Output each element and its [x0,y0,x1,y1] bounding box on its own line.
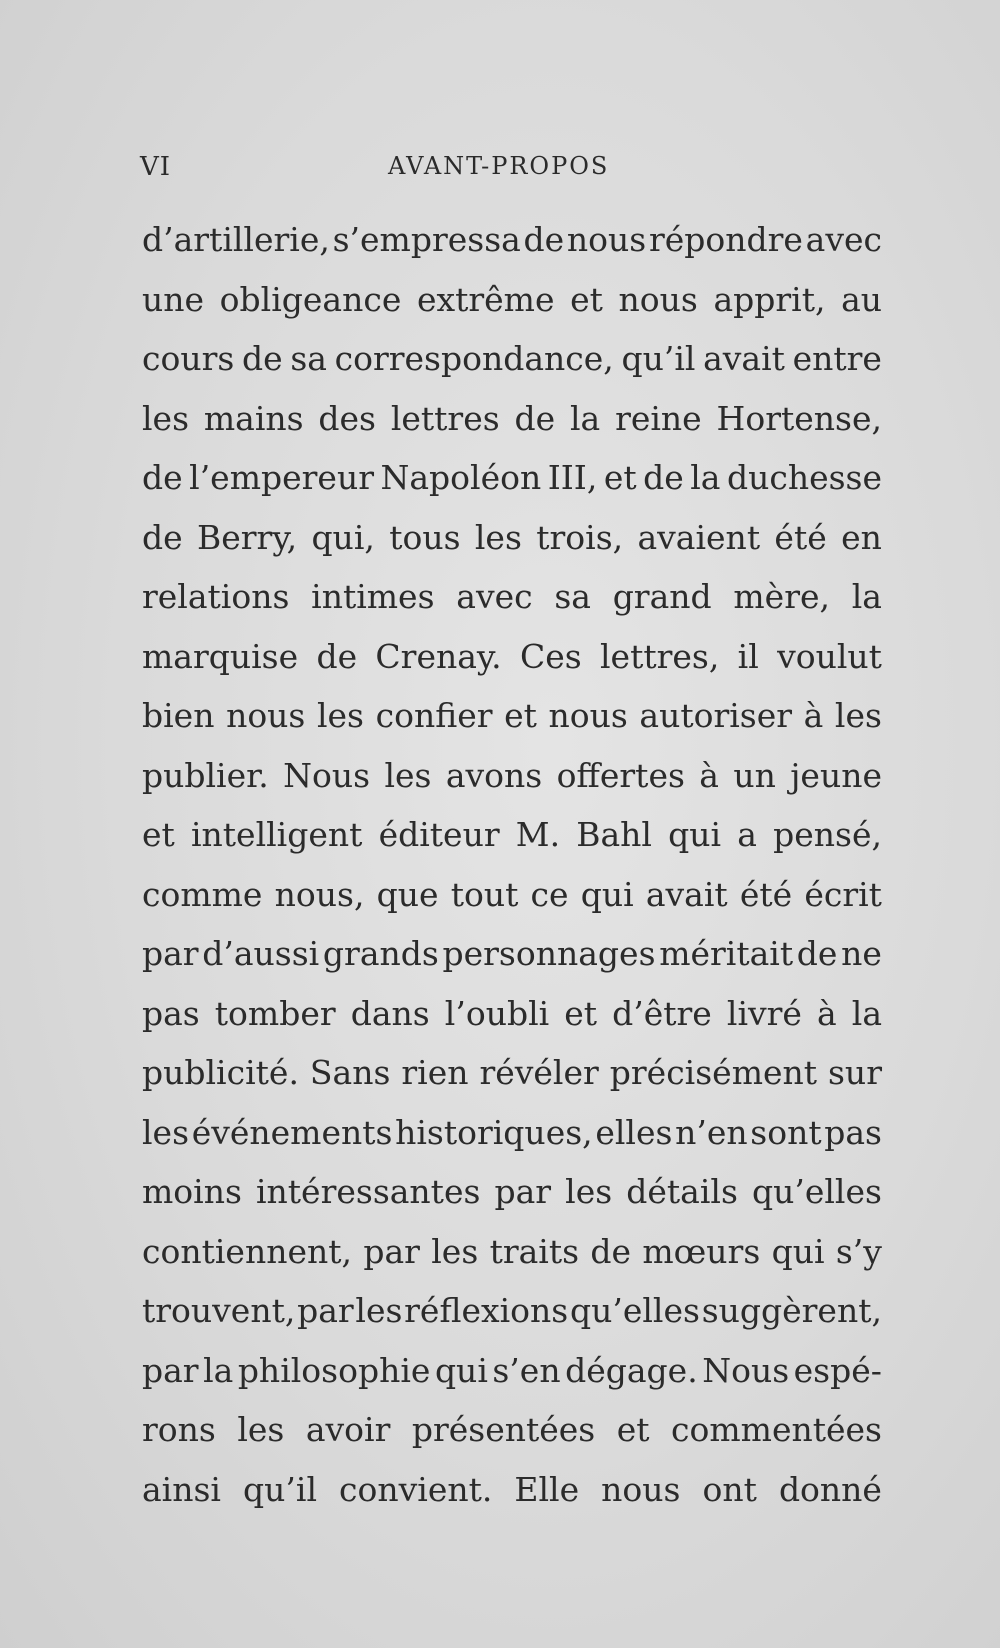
word: intimes [311,577,435,616]
word: correspondance, [334,339,614,378]
word: et [616,1410,650,1449]
word: nous [226,696,306,735]
word: publicité. [142,1053,299,1092]
word: autoriser [639,696,793,735]
word: grands [322,934,439,973]
text-line [142,924,882,984]
word: détails [626,1172,738,1211]
word: par [363,1231,420,1271]
word: méritait [659,934,794,973]
text-line [142,210,882,270]
word: qui [434,1350,488,1390]
word: tomber [214,993,336,1033]
word: les [431,1231,479,1271]
word: relations [142,577,290,616]
word: qu’il [243,1469,317,1509]
word: publier. [142,755,269,795]
word: a [737,815,757,854]
word: à [817,993,837,1033]
word: écrit [804,874,882,914]
word: ont [702,1469,757,1509]
word: présentées [411,1410,596,1449]
word: et [504,696,537,735]
word: trois, [536,517,624,557]
text-line [142,1103,882,1163]
word: mère, [733,577,830,616]
word: un [733,755,776,795]
word: marquise [142,636,299,676]
word: l’empereur [189,458,374,497]
word: duchesse [726,458,882,497]
word: philosophie [237,1350,431,1390]
word: nous [548,696,628,735]
word: de [796,934,838,973]
word: été [774,517,827,557]
word: sur [828,1053,882,1092]
word: les [474,517,522,557]
word: et [603,458,637,497]
word: dégage. [565,1350,698,1390]
word: les [565,1172,613,1211]
page-number: VI [140,152,172,182]
word: avons [445,755,543,795]
text-line [142,270,882,330]
word: mœurs [642,1231,761,1271]
text-line [142,1460,882,1520]
word: Bahl [576,815,652,854]
text-line [142,508,882,568]
word: reine [615,398,702,438]
word: précisément [609,1053,818,1092]
word: nous [566,220,647,259]
word: commentées [671,1410,882,1449]
word: avec [805,220,882,259]
word: avait [703,339,785,378]
word: par [142,934,199,973]
word: rons [142,1410,216,1449]
word: par [494,1172,552,1211]
text-line [142,389,882,449]
word: obligeance [219,279,402,319]
word: réflexions [404,1291,569,1330]
word: Nous [702,1350,790,1390]
word: suggèrent, [701,1291,882,1330]
word: avec [456,577,533,616]
word: pas [142,993,200,1033]
word: qu’elles [751,1172,882,1211]
word: bien [142,696,215,735]
word: d’aussi [202,934,320,973]
word: en [841,517,882,557]
word: apprit, [713,279,826,319]
word: cours [142,339,235,378]
word: sont [750,1112,822,1152]
word: révéler [479,1053,599,1092]
word: les [142,1112,190,1152]
word: avait [645,874,728,914]
word: espé- [793,1350,882,1390]
word: s’y [835,1231,882,1271]
word: la [570,398,601,438]
word: la [203,1350,234,1390]
word: voulut [777,636,882,676]
text-line [142,746,882,806]
word: qu’il [621,339,696,378]
word: de [316,636,358,676]
text-line [142,448,882,508]
word: moins [142,1172,242,1211]
word: les [834,696,882,735]
word: de [514,398,556,438]
word: extrême [416,279,555,319]
word: répondre [648,220,803,259]
word: qui, [311,517,375,557]
text-line [142,805,882,865]
word: de [523,220,565,259]
text-line [142,329,882,389]
word: de [242,339,283,378]
text-line [142,627,882,687]
word: les [142,398,190,438]
word: grand [612,577,712,616]
word: des [318,398,376,438]
word: qui [771,1231,825,1271]
running-title: AVANT-PROPOS [388,152,610,180]
word: par [142,1350,199,1390]
word: donné [778,1469,882,1509]
word: sa [554,577,591,616]
word: offertes [556,755,685,795]
word: s’en [492,1350,561,1390]
word: livré [726,993,802,1033]
word: de [643,458,684,497]
word: Crenay. [375,636,502,676]
word: les [355,1291,403,1330]
word: qui [580,874,634,914]
word: une [142,279,205,319]
word: ainsi [142,1469,221,1509]
word: nous [618,279,698,319]
word: nous, [274,874,365,914]
word: et [570,279,603,319]
word: à [803,696,824,735]
word: d’être [612,993,712,1033]
word: que [376,874,439,914]
word: au [841,279,882,319]
word: qu’elles [569,1291,700,1330]
word: III, [547,458,598,497]
text-line [142,1043,882,1103]
word: personnages [442,934,656,973]
text-line [142,1281,882,1341]
word: comme [142,874,263,914]
word: les [316,696,364,735]
word: à [699,755,719,795]
word: dans [350,993,430,1033]
word: de [142,458,183,497]
word: de [142,517,183,557]
word: nous [601,1469,681,1509]
word: tout [450,874,519,914]
word: Elle [514,1469,580,1509]
word: été [739,874,793,914]
word: par [297,1291,354,1330]
text-line [142,1222,882,1282]
running-head [140,152,610,188]
word: jeune [790,755,882,795]
word: événements [191,1112,393,1152]
word: M. [515,815,561,854]
word: il [737,636,759,676]
word: intelligent [190,815,363,854]
text-line [142,1162,882,1222]
word: et [142,815,175,854]
word: convient. [339,1469,493,1509]
word: mains [203,398,304,438]
word: les [384,755,432,795]
word: éditeur [378,815,500,854]
body-text [142,210,882,1519]
word: pas [824,1112,882,1152]
word: Hortense, [716,398,882,438]
word: contiennent, [142,1231,352,1271]
word: pensé, [773,815,882,854]
word: tous [389,517,461,557]
text-line [142,1400,882,1460]
text-line [142,984,882,1044]
word: l’oubli [444,993,550,1033]
word: s’empressa [332,220,521,259]
word: de [590,1231,632,1271]
word: entre [792,339,882,378]
text-line [142,865,882,925]
word: et [564,993,598,1033]
text-line [142,567,882,627]
word: elles [595,1112,673,1152]
word: les [237,1410,285,1449]
word: lettres, [600,636,720,676]
word: d’artillerie, [142,220,330,259]
word: la [851,993,882,1033]
word: n’en [675,1112,748,1152]
word: sa [290,339,327,378]
word: la [690,458,721,497]
word: Sans [309,1053,391,1092]
word: Napoléon [380,458,542,497]
word: la [851,577,882,616]
word: qui [668,815,722,854]
word: rien [401,1053,469,1092]
word: trouvent, [142,1291,296,1330]
word: ne [841,934,882,973]
text-line [142,1341,882,1401]
text-line [142,686,882,746]
word: intéressantes [255,1172,481,1211]
word: lettres [390,398,500,438]
word: avaient [637,517,761,557]
word: avoir [305,1410,391,1449]
word: Berry, [197,517,298,557]
word: historiques, [395,1112,593,1152]
word: Nous [283,755,371,795]
word: confier [375,696,493,735]
word: traits [489,1231,580,1271]
word: Ces [519,636,582,676]
word: ce [530,874,569,914]
